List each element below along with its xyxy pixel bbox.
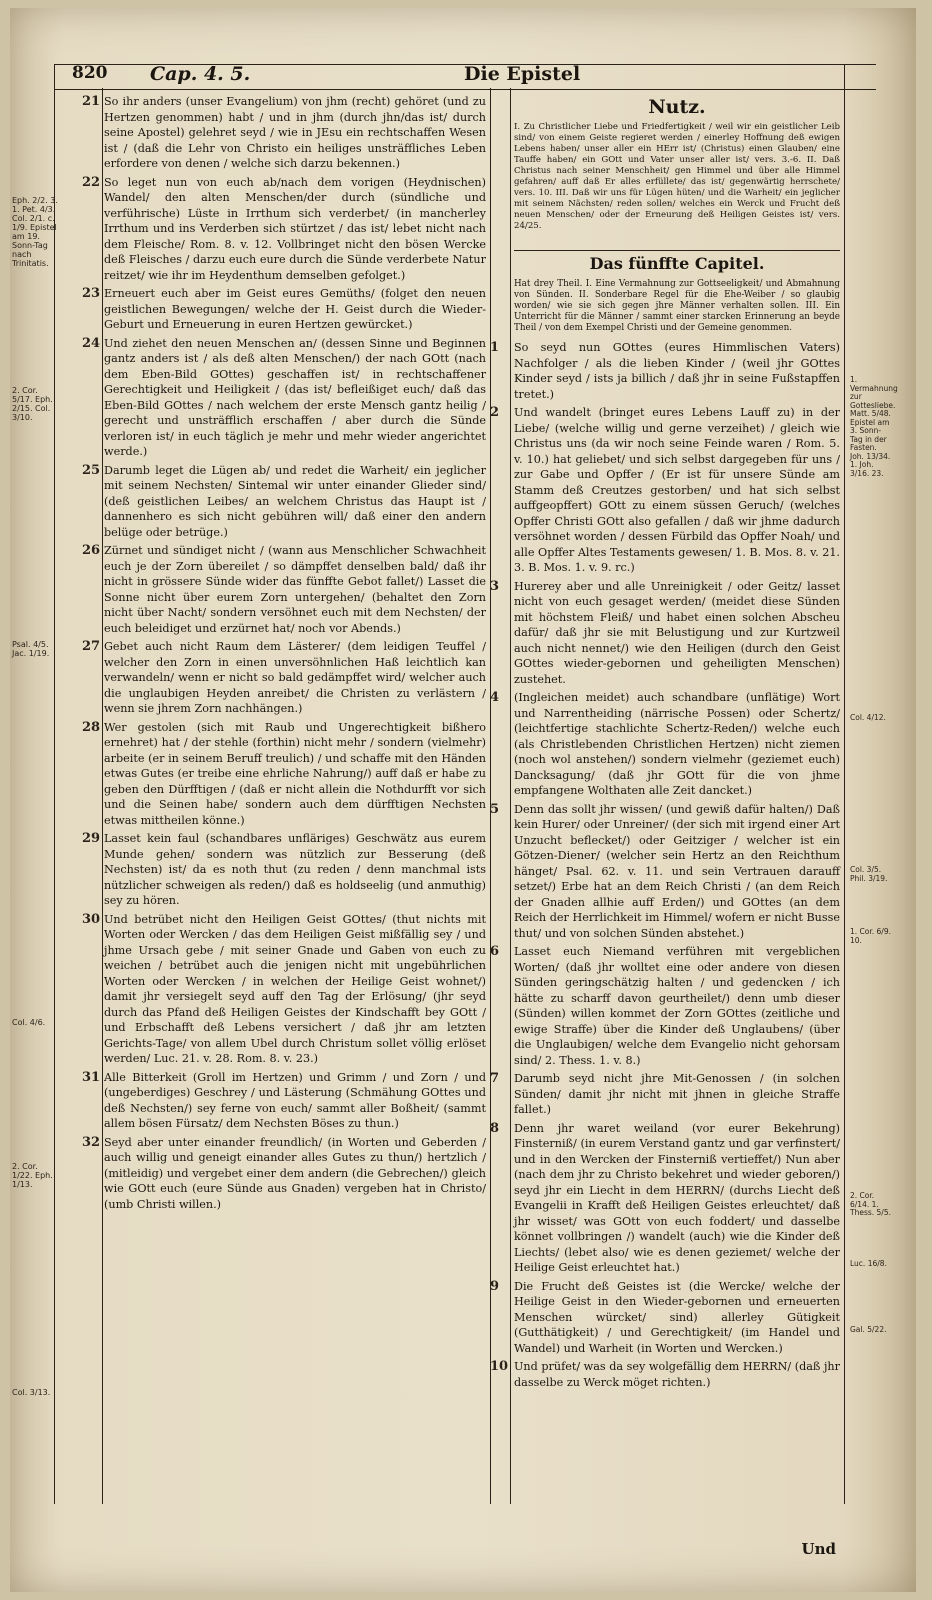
verse-number: 29 [82,831,101,846]
verse-number: 32 [82,1134,101,1150]
verse [82,462,486,541]
right-margin-rule [844,64,845,1504]
verse-text: Erneuert euch aber im Geist eures Gemüths/ (folget den neuen geistlichen Bewegungen/ welche der H. Geist durch die Wieder-Geburt und Erneuerung in euren Hertzen gewürcket.) [104,287,486,331]
verse-number: 22 [82,174,101,190]
chapter-5-title: Das fünffte Capitel. [514,250,840,273]
verse-number: 6 [490,944,500,959]
margin-note: Col. 4/6. [12,1018,46,1027]
margin-note: Gal. 5/22. [850,1325,887,1334]
verse-number: 2 [490,405,500,420]
verse-text: So ihr anders (unser Evangelium) von jhm (recht) gehöret (und zu Hertzen genommen) habt / und in jhm (durch jhn/das ist/ durch seine Apostel) gelehret seyd / wie in JEsu ein rechtschaffen Wesen ist / (daß die Lehr von Christo ein heiliges unsträffliches Leben erfordere von denen / welche sich darzu bekennen.) [104,95,486,170]
verse [82,543,486,636]
verse [490,690,840,799]
verse-text: (Ingleichen meidet) auch schandbare (unflätige) Wort und Narrentheiding (närrische Possen) oder Schertz/ (leichtfertige stachlichte Schertz-Reden/) welche euch (als Christlebenden Christlichen Hertzen) nicht ziemen (noch wol anstehen/) sondern vielmehr (geziemet euch) Dancksagung/ (daß jhr GOtt für die von jhme empfangene Wolthaten alle Zeit dancket.) [514,691,840,797]
verse [490,578,840,688]
margin-note: 2. Cor. 5/17. Eph. 2/15. Col. 3/10. [12,386,53,422]
verse-number: 8 [490,1120,500,1136]
verse [82,831,486,909]
verse-number: 28 [82,719,101,735]
verse-number: 21 [82,94,101,109]
right-text-column [490,90,840,1393]
verse-number: 9 [490,1278,500,1294]
verse-text: Denn das sollt jhr wissen/ (und gewiß dafür halten/) Daß kein Hurer/ oder Unreiner/ (der sich mit irgend einer Art Unzucht beflecket/) oder Geitziger / welcher ist ein Götzen-Diener/ (welcher sein Hertz an den Reichthum hänget/ Psal. 62. v. 11. und sein Vertrauen darauff setzet/) Erbe hat an dem Reich Christi / (an dem Reich der Gnaden allhie auff Erden/) und GOttes (an dem Reich der Herrlichkeit im Himmel/ wofern er nicht Busse thut/ und von solchen Sünden abstehet.) [514,802,840,940]
verse-text: Und prüfet/ was da sey wolgefällig dem HERRN/ (daß jhr dasselbe zu Werck möget richten.) [514,1360,840,1389]
verse-text: So seyd nun GOttes (eures Himmlischen Vaters) Nachfolger / als die lieben Kinder / (weil jhr GOttes Kinder seyd / ists ja billich / daß jhr in seine Fußstapffen tretet.) [514,341,840,401]
verse [82,174,486,284]
running-title: Die Epistel [464,63,581,85]
verse [82,286,486,333]
verse [490,340,840,402]
verse [490,1120,840,1276]
verse-text: Lasset euch Niemand verführen mit vergeblichen Worten/ (daß jhr wolltet eine oder andere von diesen Sünden geringschätzig halten / und gedencken / ich hätte zu scharff davon geurtheilet/) denn umb dieser (Sünden) willen kommet der Zorn GOttes (zeitliche und ewige Straffe) über die Kinder deß Unglaubens/ (über die Unglaubigen/ welche dem Evangelio nicht gehorsam sind/ 2. Thess. 1. v. 8.) [514,945,840,1067]
verse-number: 10 [490,1359,509,1374]
chapter-summary: Hat drey Theil. I. Eine Vermahnung zur Gottseeligkeit/ und Abmahnung von Sünden. II. Sonderbare Regel für die Ehe-Weiber / so glaubig worden/ wie sie sich gegen jhre Männer verhalten sollen. III. Ein Unterricht für die Männer / sammt einer starcken Erinnerung an beyde Theil / von dem Exempel Christi und der Gemeine genommen. [514,279,840,333]
verse-number: 31 [82,1069,101,1085]
verse [490,1278,840,1357]
verse-text: Wer gestolen (sich mit Raub und Ungerechtigkeit bißhero ernehret) hat / der stehle (forthin) nicht mehr / sondern (vielmehr) arbeite (er in seinem Beruff treulich) / und schaffe mit den Händen etwas Gutes (er treibe eine ehrliche Nahrung/) auff daß er habe zu geben den Dürfftigen / (daß er nicht allein die Nothdurfft vor sich und die Seinen habe/ sondern auch dem dürfftigen Nechsten etwas mittheilen könne.) [104,720,486,827]
verse [82,1134,486,1213]
margin-note: Col. 3/5. Phil. 3/19. [850,865,888,883]
margin-note: 1. Vermahnung zur Gottesliebe. Matt. 5/48. Epistel am 3. Sonn-Tag in der Fasten. Joh. 13/34. 1. Joh. 3/16. 23. [850,375,898,478]
left-margin-rule [54,64,55,1504]
margin-note: 1. Cor. 6/9. 10. [850,927,891,945]
verse-text: Gebet auch nicht Raum dem Lästerer/ (dem leidigen Teuffel / welcher den Zorn in einen unversöhnlichen Haß leichtlich kan verwandeln/ wenn er nicht so bald gedämpffet wird/ welcher auch die unglaubigen Heyden anreibet/ die Christen zu verlästern / wenn sie jhrem Zorn nachhängen.) [104,640,486,715]
verse-number: 7 [490,1071,500,1086]
verse [82,911,486,1067]
verse-number: 5 [490,801,500,817]
verse-text: Zürnet und sündiget nicht / (wann aus Menschlicher Schwachheit euch je der Zorn übereilet / so dämpffet denselben bald/ daß ihr nicht in grössere Sünde wider das fünffte Gebot fallet/) Lasset die Sonne nicht über eurem Zorn untergehen/ (behaltet den Zorn nicht über Nacht/ sondern versöhnet euch mit dem Nechsten/ der euch beleidiget und erzürnet hat/ noch vor Abends.) [104,544,486,635]
verse [490,944,840,1068]
verse [82,1069,486,1132]
verse-text: Lasset kein faul (schandbares unfläriges) Geschwätz aus eurem Munde gehen/ sondern was nützlich zur Besserung (deß Nechsten) ist/ da es noth thut (zu reden / denn manchmal ists nützlicher schweigen als reden/) daß es holdseelig (und anmuthig) sey zu hören. [104,832,486,907]
verse [490,1359,840,1390]
page-header [54,64,876,90]
chapter-heading: Cap. 4. 5. [150,63,251,85]
verse-number: 3 [490,578,500,594]
verse-text: Denn jhr waret weiland (vor eurer Bekehrung) Finsterniß/ (in eurem Verstand gantz und gar verfinstert/ und in den Wercken der Finsterniß vertieffet/) Nun aber (nach dem jhr zu Christo bekehret und wieder geboren/) seyd jhr ein Liecht in dem HERRN/ (durchs Liecht deß Evangelii in Krafft deß Heiligen Geistes erleuchtet/ daß jhr wisset/ was GOtt von euch foddert/ und dasselbe könnet vollbringen /) wandelt (auch) wie die Kinder deß Liechts/ (lebet also/ wie es denen geziemet/ welche der Heilige Geist erleuchtet hat.) [514,1121,840,1274]
verse-text: Und ziehet den neuen Menschen an/ (dessen Sinne und Beginnen gantz anders ist / als deß alten Menschen/) der nach GOtt (nach dem Eben-Bild GOttes) geschaffen ist/ in rechtschaffener Gerechtigkeit und Heiligkeit / (das ist/ befleißiget euch/ daß das Eben-Bild GOttes / nach welchem der erste Mensch gantz heilig / gerecht und unsträfflich erschaffen / aber durch die Sünde verloren ist/ in euch täglich je mehr und mehr wieder angerichtet werde.) [104,336,486,458]
book-page [10,8,916,1592]
verse-number: 26 [82,543,101,558]
verse-text: Und wandelt (bringet eures Lebens Lauff zu) in der Liebe/ (welche willig und gerne verzeihet) / gleich wie Christus uns (da wir noch seine Feinde waren / Rom. 5. v. 10.) hat geliebet/ und sich selbst dargegeben für uns / zur Gabe und Opffer / (Er ist für unsere Sünde am Stamm deß Creutzes gestorben/ und hat sich selbst auffgeopffert) GOtt zu einem süssen Geruch/ (welches Opffer Christi GOtt also gefallen / daß wir jhme dadurch versöhnet worden / dessen Fürbild das Opffer Noah/ und alle Opffer Altes Testaments gewesen/ 1. B. Mos. 8. v. 21. 3. B. Mos. 1. v. 9. rc.) [514,406,840,574]
verse-text: Und betrübet nicht den Heiligen Geist GOttes/ (thut nichts mit Worten oder Wercken / das dem Heiligen Geist mißfällig sey / und jhme Ursach gebe / mit seiner Gnade und Gaben von euch zu weichen / betrübet auch die jenigen nicht mit ungebührlichen Worten oder Wercken / in welchen der Heilige Geist wohnet/) damit jhr versiegelt seyd auff den Tag der Erlösung/ (jhr seyd durch das Pfand deß Heiligen Geistes der Kindschafft bey GOtt / und Erbschafft deß Lebens versichert / daß jhr am letzten Gerichts-Tage/ von allem Ubel durch Christum sollet völlig erlöset werden/ Luc. 21. v. 28. Rom. 8. v. 23.) [104,912,486,1065]
verse-number: 24 [82,335,101,351]
verse-number: 27 [82,639,101,654]
verse-text: So leget nun von euch ab/nach dem vorigen (Heydnischen) Wandel/ den alten Menschen/der durch (sündliche und verführische) Lüste in Irrthum sich verderbet/ (in mancherley Irrthum und ins Verderben sich stürtzet / das ist/ lebet nicht nach dem Fleische/ Rom. 8. v. 12. Vollbringet nicht den bösen Wercke deß Fleisches / darzu euch eure durch die Sünde verderbete Natur reitzet/ wie ihr im Heydenthum demselben gefolget.) [104,175,486,282]
verse-number-rule [102,88,103,1504]
right-verse-number-rule [510,88,511,1504]
margin-note: Col. 3/13. [12,1388,51,1397]
verse-number: 4 [490,690,500,705]
left-text-column [82,94,486,1215]
nutz-heading: Nutz. [648,96,706,118]
verse [490,801,840,942]
margin-note: Col. 4/12. [850,713,886,722]
verse-text: Alle Bitterkeit (Groll im Hertzen) und Grimm / und Zorn / und (ungeberdiges) Geschrey / und Lästerung (Schmähung GOttes und deß Nechsten/) sey ferne von euch/ sammt aller Boßheit/ (sammt allem bösen Fürsatz/ dem Nechsten Böses zu thun.) [104,1070,486,1130]
margin-note: 2. Cor. 6/14. 1. Thess. 5/5. [850,1191,891,1217]
verse [82,719,486,829]
verse-text: Die Frucht deß Geistes ist (die Wercke/ welche der Heilige Geist in den Wieder-gebornen und erneuerten Menschen würcket/ sind) allerley Gütigkeit (Gutthätigkeit) / und Gerechtigkeit/ (im Handel und Wandel) und Warheit (in Worten und Wercken.) [514,1279,840,1355]
verse [82,335,486,460]
verse [490,405,840,576]
verse-number: 25 [82,462,101,478]
verse-text: Darumb leget die Lügen ab/ und redet die Warheit/ ein jeglicher mit seinem Nechsten/ Sintemal wir unter einander Glieder sind/ (deß geistlichen Leibes/ an welchem Christus das Haupt ist / dannenhero es sich nicht gebühren will/ daß einer den andern belüge oder betrüge.) [104,463,486,539]
verse [82,94,486,172]
margin-note: 2. Cor. 1/22. Eph. 1/13. [12,1162,53,1189]
verse-text: Seyd aber unter einander freundlich/ (in Worten und Geberden / auch willig und geneigt einander alles Gutes zu thun/) hertzlich / (mitleidig) und vergebet einer dem andern (die Gebrechen/) gleich wie GOtt euch (eure Sünde aus Gnaden) vergeben hat in Christo/ (umb Christi willen.) [104,1135,486,1211]
page-number: 820 [72,63,108,83]
margin-note: Luc. 16/8. [850,1259,887,1268]
nutz-text: I. Zu Christlicher Liebe und Friedfertigkeit / weil wir ein geistlicher Leib sind/ von einem Geiste regieret werden / einerley Hoffnung deß ewigen Lebens haben/ unser aller ein HErr ist/ (Christus) einen Glauben/ eine Tauffe haben/ ein GOtt und Vater unser aller ist/ vers. 3.-6. II. Daß Christus nach seiner Menschheit/ gen Himmel und über alle Himmel gefahren/ auff daß Er alles erfüllete/ das ist/ gegenwärtig herrschete/ vers. 10. III. Daß wir uns für Lügen hüten/ und die Warheit/ ein jeglicher mit seinem Nächsten/ reden sollen/ welches ein Werck und Frucht deß neuen Menschen/ oder der Erneurung deß Heiligen Geistes ist/ vers. 24/25. [514,122,840,231]
verse-number: 23 [82,286,101,301]
margin-note: Eph. 2/2. 3. 1. Pet. 4/3. Col. 2/1. c. 1/9. Epistel am 19. Sonn-Tag nach Trinitatis. [12,196,58,268]
margin-note: Psal. 4/5. Jac. 1/19. [12,640,50,658]
verse-number: 1 [490,340,500,355]
verse [490,1071,840,1118]
verse-text: Darumb seyd nicht jhre Mit-Genossen / (in solchen Sünden/ damit jhr nicht mit jhnen in gleiche Straffe fallet.) [514,1072,840,1116]
verse-number: 30 [82,911,101,927]
catchword: Und [801,1540,836,1558]
verse [82,639,486,717]
verse-text: Hurerey aber und alle Unreinigkeit / oder Geitz/ lasset nicht von euch gesaget werden/ (meidet diese Sünden mit höchstem Fleiß/ und habet einen solchen Abscheu dafür/ daß jhr sie mit Belustigung und zur Kurtzweil auch nicht nennet/) wie den Heiligen (durch den Geist GOttes wieder-gebornen und geheiligten Menschen) zustehet. [514,579,840,686]
